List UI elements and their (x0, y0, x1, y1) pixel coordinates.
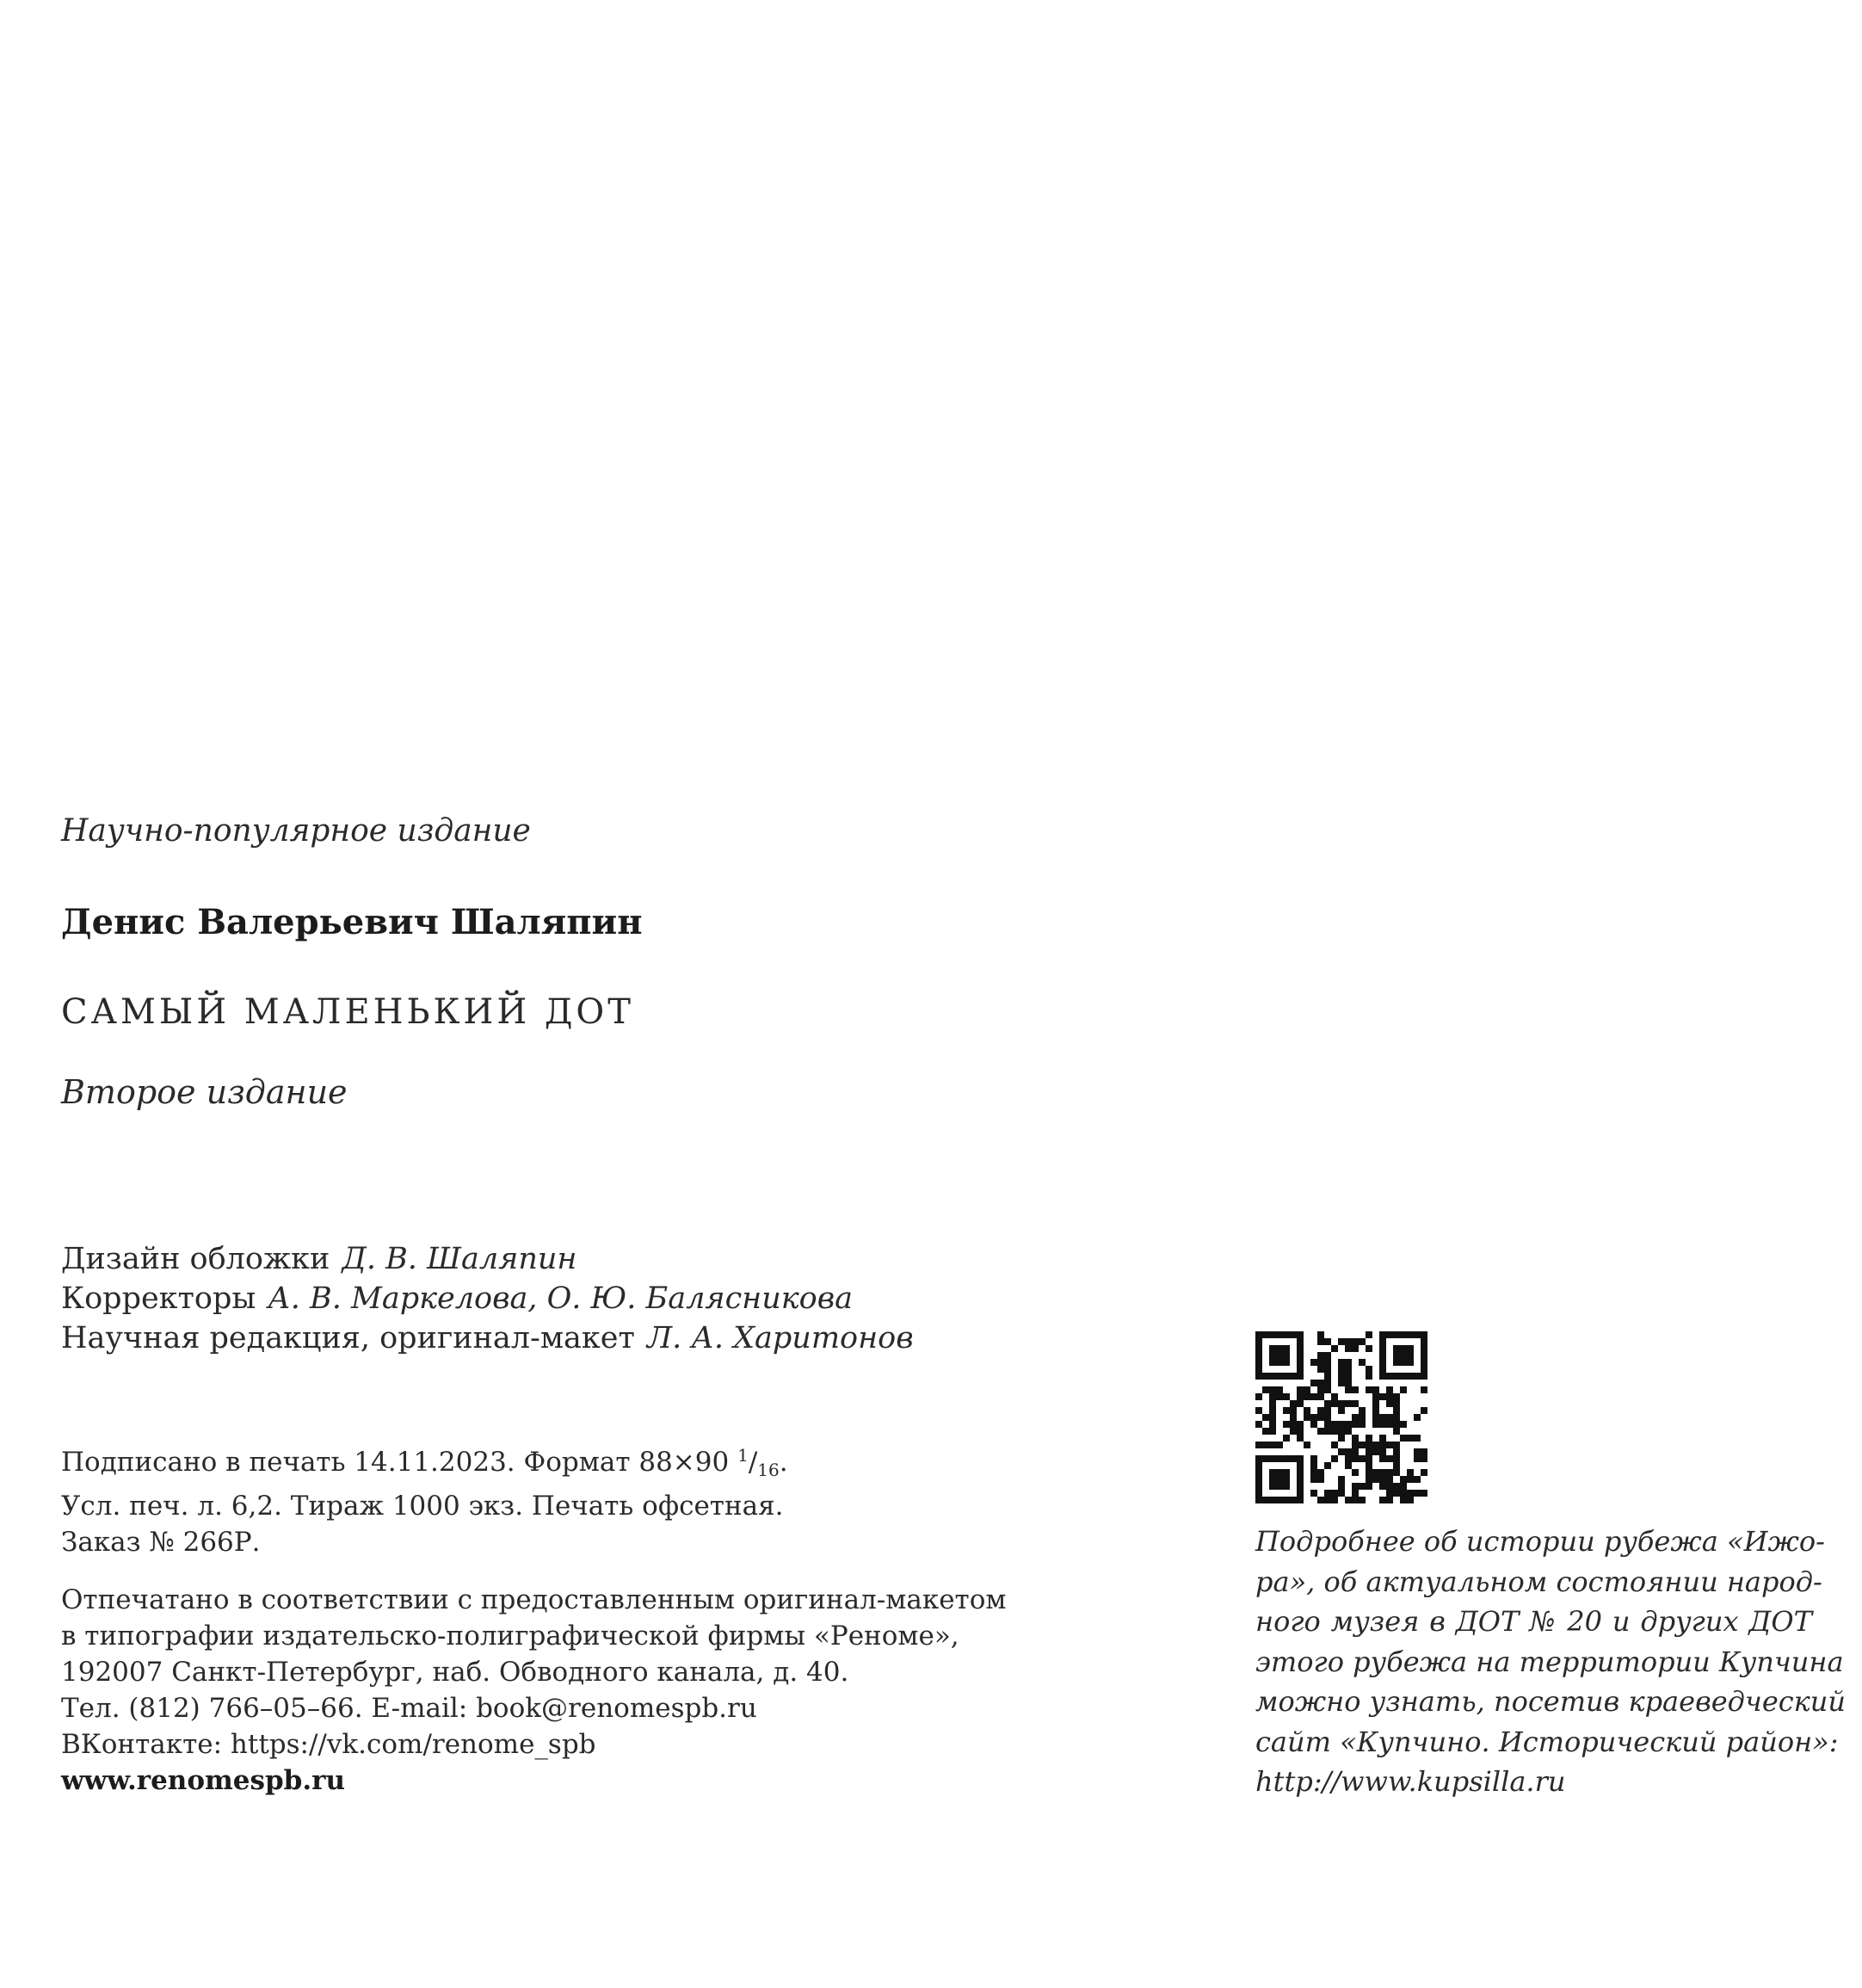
credit-row-proofreaders (61, 1279, 914, 1318)
qr-code-icon (1255, 1331, 1427, 1503)
museum-note (1255, 1522, 1846, 1802)
format-numerator: 1 (737, 1445, 749, 1466)
note-line: можно узнать, посетив краеведческий (1255, 1685, 1846, 1718)
printer-block (61, 1582, 1007, 1799)
format-fraction (737, 1447, 780, 1478)
format-denominator: 16 (757, 1460, 780, 1480)
credit-names: Л. А. Харитонов (646, 1321, 914, 1355)
book-title: САМЫЙ МАЛЕНЬКИЙ ДОТ (61, 992, 634, 1032)
credit-row-cover-design (61, 1239, 914, 1279)
imprint-line-order: Заказ № 266Р. (61, 1527, 261, 1558)
credit-names: А. В. Маркелова, О. Ю. Балясникова (268, 1281, 853, 1316)
credit-role: Корректоры (61, 1281, 256, 1316)
printer-line: Отпечатано в соответствии с предоставленным оригинал-макетом (61, 1584, 1007, 1615)
printer-address: 192007 Санкт-Петербург, наб. Обводного канала, д. 40. (61, 1657, 849, 1688)
printer-website: www.renomespb.ru (61, 1765, 345, 1796)
imprint-line-print-run: Усл. печ. л. 6,2. Тираж 1000 экз. Печать офсетная. (61, 1491, 784, 1522)
imprint-signed-text: Подписано в печать 14.11.2023. Формат 88×90 (61, 1447, 730, 1478)
note-line: сайт «Купчино. Исторический район»: (1255, 1725, 1839, 1758)
printer-line: в типографии издательско-полиграфической фирмы «Реноме», (61, 1621, 959, 1652)
imprint-signed-suffix: . (779, 1447, 788, 1478)
genre-label: Научно-популярное издание (61, 813, 531, 849)
format-slash: / (748, 1447, 758, 1478)
printer-contacts: Тел. (812) 766–05–66. E-mail: book@renomespb.ru (61, 1693, 757, 1724)
credits-block (61, 1239, 914, 1358)
imprint-line-signed (61, 1437, 788, 1488)
credit-names: Д. В. Шаляпин (342, 1242, 577, 1276)
edition-label: Второе издание (61, 1073, 348, 1111)
credit-row-scientific-editor (61, 1318, 914, 1358)
credit-role: Дизайн обложки (61, 1242, 330, 1276)
note-line: этого рубежа на территории Купчина (1255, 1645, 1844, 1678)
imprint-block (61, 1437, 788, 1560)
note-line: ного музея в ДОТ № 20 и других ДОТ (1255, 1605, 1812, 1638)
author-name: Денис Валерьевич Шаляпин (61, 902, 643, 942)
credit-role: Научная редакция, оригинал-макет (61, 1321, 635, 1355)
note-line: ра», об актуальном состоянии народ- (1255, 1565, 1822, 1598)
printer-vk-link: ВКонтакте: https://vk.com/renome_spb (61, 1729, 596, 1760)
note-line: Подробнее об истории рубежа «Ижо- (1255, 1525, 1825, 1558)
note-url: http://www.kupsilla.ru (1255, 1765, 1566, 1798)
